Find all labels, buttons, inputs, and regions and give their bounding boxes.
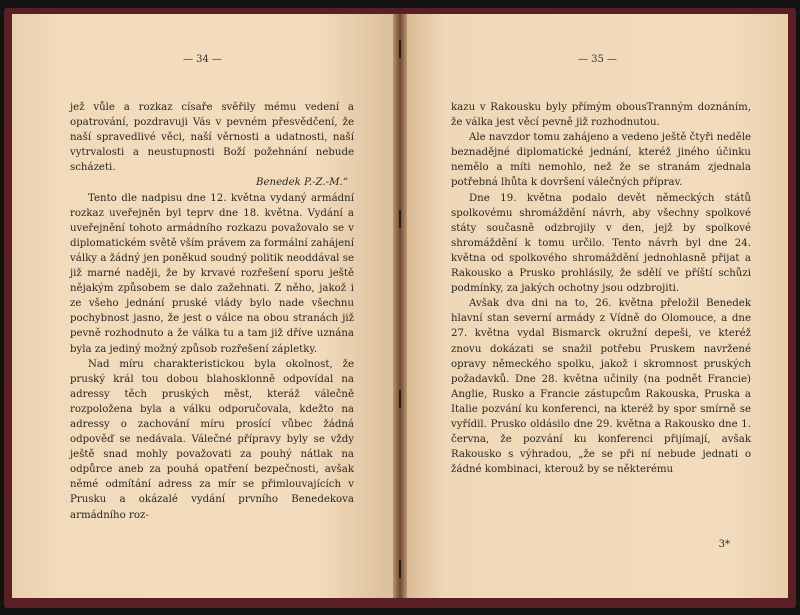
paragraph: Ale navzdor tomu zahájeno a vedeno ještě čtyři neděle beznadějné diplomatické jednání, kteréž jiného účinku nemělo a míti nemohlo, než že se stranám zjednala potřebná lhůta k dovršení válečných příprav. [451,132,751,189]
paragraph: Nad míru charakteristickou byla okolnost, že pruský král tou dobou blahosklonně odpovídal na adressy těch pruských měst, kteráž válečně rozpoložena byla a válku odporučovala, kdežto na adressy o zachování míru prosící vůbec žádná odpověď se nedávala. Válečné přípravy byly se vždy ještě snad mohly považovati za pouhý nátlak na odpůrce aneb za pouhá opatření bezpečnosti, avšak němé odmítání adress za mír se přimlouvajících v Prusku a okázalé vydání prvního Benedekova armádního roz- [70,358,354,521]
binding-stitch [399,40,401,58]
book-spine-gutter [393,14,407,598]
paragraph: jež vůle a rozkaz císaře svěřily mému vedení a opatrování, pozdravuji Vás v pevném přesvědčení, že naší spravedlivé věci, naší věrnosti a udatnosti, naší vytrvalosti a neustupnosti Boží požehnání nebude scházeti. [70,102,354,174]
page-number: — 35 — [577,54,618,65]
binding-stitch [399,560,401,578]
right-page-text [451,100,751,477]
right-page [407,14,788,598]
left-page-text [70,100,354,523]
paragraph: kazu v Rakousku byly přímým obousTranným doznáním, že válka jest věcí pevně již rozhodnutou. [451,102,751,129]
page-number: — 34 — [182,54,223,65]
paragraph: Avšak dva dni na to, 26. května přeložil Benedek hlavní stan severní armády z Vídně do Olomouce, a dne 27. května vydal Bismarck okružní depeši, ve kteréž znovu dokázati se snažil potřebu Pruskem navržené opravy německého spolku, jakož i skromnost pruských požadavků. Dne 28. května učinily (na podnět Francie) Anglie, Rusko a Francie zástupcům Rakouska, Pruska a Italie pozvání ku konferenci, na kteréž by spor smírně se vyřídil. Prusko oldásilo dne 29. května a Rakousko dne 1. června, že pozvání ku konferenci přijímají, avšak Rakousko s výhradou, „že se při ní nebude jednati o žádné kombinaci, kterouž by se některému [451,298,751,476]
signature-mark: 3* [718,539,730,550]
binding-stitch [399,390,401,408]
paragraph: Dne 19. května podalo devět německých států spolkovému shromáždění návrh, aby všechny spolkové státy současně odzbrojily v den, jejž by spolkové shromáždění k tomu určilo. Tento návrh byl dne 24. května od spolkového shromáždění jednohlasně přijat a Rakousko a Prusko prohlásily, že sdělí ve příští schůzi podmínky, za jakých ochotny jsou odzbrojiti. [451,192,751,295]
left-page [12,14,393,598]
binding-stitch [399,210,401,228]
signature: Benedek P.-Z.-M.“ [256,177,348,189]
paragraph: Tento dle nadpisu dne 12. května vydaný armádní rozkaz uveřejněn byl teprv dne 18. května. Vydání a uveřejnění tohoto armádního rozkazu považovalo se v diplomatickém světě vším právem za formální zahájení války a žádný jen poněkud soudný politik neoddával se již marné naději, že by krvavé rozřešení sporu ještě nějakým způsobem se dalo zažehnati. Z něho, jakož i ze všeho jednání pruské vlády bylo nade všechnu pochybnost jasno, že jest o válce na obou stranách již pevně rozhodnuto a že válka tu a tam již dříve uznána byla za jediný možný způsob rozřešení zápletky. [70,192,354,355]
